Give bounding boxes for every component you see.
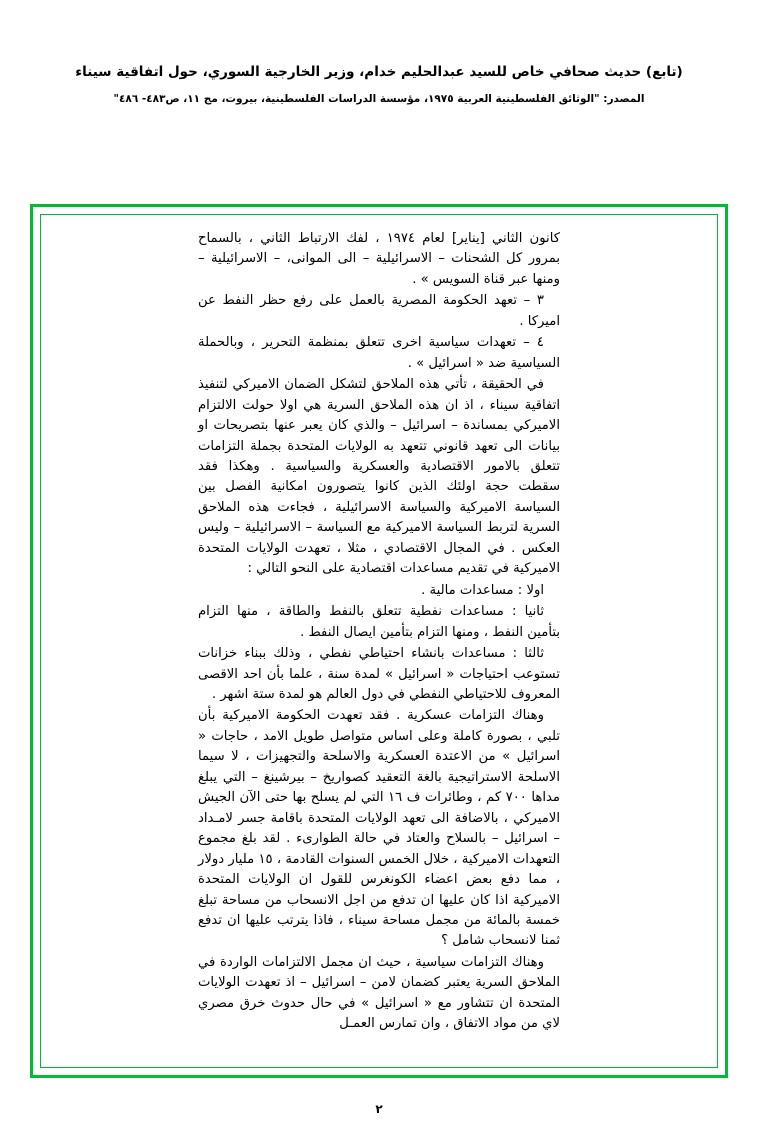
paragraph: ٤ – تعهدات سياسية اخرى تتعلق بمنظمة التحرير ، وبالحملة السياسية ضد « اسرائيل » .	[198, 335, 560, 371]
paragraph: اولا : مساعدات مالية .	[421, 582, 544, 598]
page-number: ٢	[375, 1102, 383, 1116]
document-header	[0, 62, 758, 105]
paragraph: كانون الثاني [يناير] لعام ١٩٧٤ ، لفك الارتباط الثاني ، بالسماح بمرور كل الشحنات – الاسرائيلية – الى الموانى، – الاسرائيلية – ومنها عبر قناة السويس » .	[198, 231, 560, 287]
paragraph: وهناك التزامات عسكرية . فقد تعهدت الحكومة الاميركية بأن تلبي ، بصورة كاملة وعلى اساس متواصل طويل الامد ، حاجات « اسرائيل » من الاعتدة العسكرية والاسلحة والتجهيزات ، لا سيما الاسلحة الاستراتيجية بالغة التعقيد كصواريخ – بيرشينغ – التي يبلغ مداها ٧٠٠ كم ، وطائرات ف ١٦ التي لم يسلح بها حتى الآن الجيش الاميركي ، بالاضافة الى تعهد الولايات المتحدة باقامة جسر لامـداد – اسرائيل – بالسلاح والعتاد في حالة الطوارىء . لقد بلغ مجموع التعهدات الاميركية ، خلال الخمس السنوات القادمة ، ١٥ مليار دولار ، مما دفع بعض اعضاء الكونغرس للقول ان الولايات المتحدة الاميركية اذا كان عليها ان تدفع من اجل الانسحاب من مساحة تبلغ خمسة بالمائة من مجمل مساحة سيناء ، فاذا يترتب عليها ان تدفع ثمنا لانسحاب شامل ؟	[198, 708, 560, 949]
paragraph: في الحقيقة ، تأتي هذه الملاحق لتشكل الضمان الاميركي لتنفيذ اتفاقية سيناء ، اذ ان هذه الملاحق السرية هي اولا حولت الالتزام الاميركي بمساندة – اسرائيل – والذي كان يعبر عنها بتصريحات او بيانات الى تعهد قانوني تتعهد به الولايات المتحدة بجملة التزامات تتعلق بالامور الاقتصادية والعسكرية والسياسية . وهكذا فقد سقطت حجة اولئك الذين كانوا يتصورون امكانية الفصل بين السياسة الاميركية والسياسة الاسرائيلية ، فجاءت هذه الملاحق السرية لتربط السياسة الاميركية مع السياسة – الاسرائيلية – وليس العكس . في المجال الاقتصادي ، مثلا ، تعهدت الولايات المتحدة الاميركية في تقديم مساعدات اقتصادية على النحو التالي :	[198, 377, 560, 577]
paragraph: ثانيا : مساعدات نفطية تتعلق بالنفط والطاقة ، منها التزام بتأمين النفط ، ومنها التزام بتأمين ايصال النفط .	[198, 604, 560, 640]
content-frame-outer	[30, 204, 728, 1078]
document-source: المصدر: "الوثائق الفلسطينية العربية ١٩٧٥، مؤسسة الدراسات الفلسطينية، بيروت، مج ١١، ص٤٨٣- ٤٨٦"	[113, 93, 645, 106]
document-body	[198, 215, 560, 1035]
document-page	[0, 62, 758, 1140]
paragraph: ثالثا : مساعدات بانشاء احتياطي نفطي ، وذلك ببناء خزانات تستوعب احتياجات « اسرائيل » لمدة سنة ، علما بأن احد الاقصى المعروف للاحتياطي النفطي في دول العالم هو لمدة ستة اشهر .	[198, 646, 560, 702]
page-title: (تابع) حديث صحافي خاص للسيد عبدالحليم خدام، وزير الخارجية السوري، حول اتفاقية سيناء	[75, 64, 683, 80]
content-frame-inner	[40, 214, 718, 1068]
paragraph: وهناك التزامات سياسية ، حيث ان مجمل الالتزامات الواردة في الملاحق السرية يعتبر كضمان لامن – اسرائيل – اذ تعهدت الولايات المتحدة ان تتشاور مع « اسرائيل » في حال حدوث خرق مصري لاي من مواد الاتفاق ، وان تمارس العمـل	[198, 954, 560, 1032]
paragraph: ٣ – تعهد الحكومة المصرية بالعمل على رفع حظر النفط عن اميركا .	[198, 293, 560, 329]
